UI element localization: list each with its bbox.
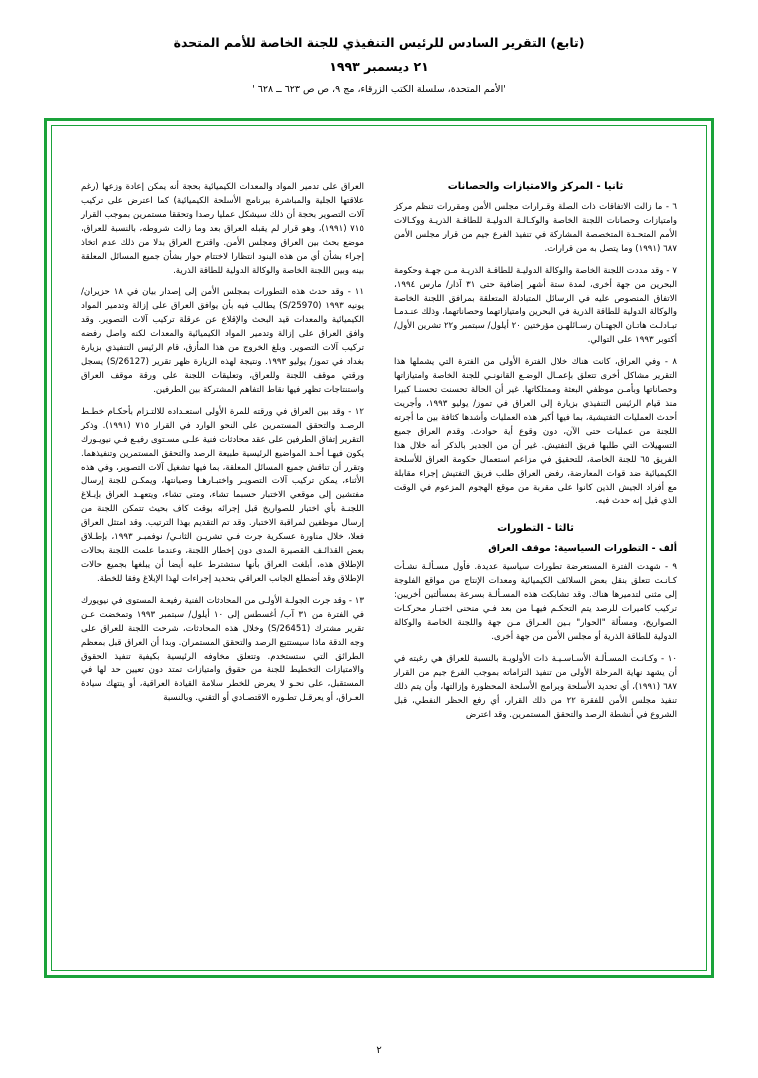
page-header: [0, 0, 758, 95]
section-heading-developments: ثالثا - التطورات: [497, 523, 574, 535]
paragraph: ٧ - وقد مددت اللجنة الخاصة والوكالة الدوليـة للطاقـة الذريـة مـن جهـة وحكومة البحرين من جهة أخرى، لمدة ستة أشهر إضافية حتى ٣١ آذار/ مارس ١٩٩٤، الاتفاق المنصوص عليه في الرسائل المتبادلة المتعلقة بمرافق اللجنة الخاصة والوكالة الدولية للطاقة الذرية في البحرين وامتيازاتهما وحصاناتهما، وذلك عنـدمـا تبـادلـت هاتـان الجهتـان رسـائلهـن مؤرختين ٢٠ أيلول/ سبتمبر و٢٢ تشرين الأول/ أكتوبر ١٩٩٣ على التوالي.: [394, 265, 677, 346]
content-frame: [44, 118, 714, 978]
paragraph: ٨ - وفي العراق، كانت هناك خلال الفترة الأولى من الفترة التي يشملها هذا التقرير مشاكل أخرى تتعلق بإعمـال الوضـع القانونـي للجنة الخاصة وامتيازاتها وحصاناتها وبأمـن موظفي البعثة وممتلكاتها. غير أن الحالة تحسنت تحسنـا كبيرا منذ قيام الرئيس التنفيذي بزيارة إلى العراق في تموز/ يوليو ١٩٩٣، وأجريت أحدث العمليات التفتيشية، بما فيها أكبر هذه العمليات وأشدها كثافة بين ما أجرته اللجنة من عمليات حتى الآن، دون وقوع أية حوادث. وقدم العراق جميع التسهيلات التي طلبها فريق التفتيش. غير أن من الجدير بالذكر أنه خلال هذا الفريق ٦٥ للجنة الخاصة، للتحقيق في مزاعم استعمال حكومة العراق للأسلحة الكيميائية ضد قوات المعارضة، رفض العراق طلب فريق التفتيش إجراء مقابلة مع أفراد الجيش الذين كانوا على مقربة من موقع الهجوم المزعوم في الوقت الذي قيل إنه حدث فيه.: [394, 357, 677, 507]
subsection-heading-political: ألف - التطورات السياسية: موقف العراق: [488, 543, 677, 555]
paragraph: ٩ - شهدت الفترة المستعرضة تطورات سياسية عديدة. فأول مسـألـة نشـأت كـانـت تتعلق بنقل بعض السلائف الكيميائية ومعدات الإنتاج من مواقع الفلوجة إلى مثنى لتدميرها هناك. وقد تشابكت هذه المسـألـة بسرعة بمسألتين أخريين: تركيب كاميرات للرصد يتم التحكـم فيهـا من بعد فـي منحنى اختبـار محركـات الصواريخ، ومسألة "الحوار" بـين العـراق مـن جهة واللجنة الخاصة والوكالة الدولية للطاقة الذرية أو مجلس الأمن من جهة أخرى.: [394, 562, 677, 642]
paragraph: ١٣ - وقد جرت الجولـة الأولـى من المحادثات الفنية رفيعـة المستوى في نيويورك في الفترة من ٣١ آب/ أغسطس إلى ١٠ أيلول/ سبتمبر ١٩٩٣ وتمخضت عـن تقرير مشترك (S/26451) وخلال هذه المحادثات، شرحت اللجنة للعراق على وجه الدقة ماذا سيستتبع الرصد والتحقق المستمران. وبدا أن العراق قبل بمعظم الطرائق التي ستستخدم. وتتعلق مخاوفه الرئيسية بكيفية تنفيذ الحقوق والامتيازات التخطيط للجنة من حقوق وامتيازات تمتد دون تعيين حد لها في المستقبل، على نحـو لا يعرض للخطر سلامة القيادة العراقية، أو ينتهك سيادة العـراق، أو يعرقـل تطـوره الاقتصـادي أو التقني. وبالنسبة: [81, 595, 364, 704]
paragraph: العراق على تدمير المواد والمعدات الكيميائية بحجة أنه يمكن إعادة وزعها (رغم علاقتها الجلية والمباشرة ببرنامج الأسلحة الكيميائية) كما اعترض على تركيب آلات التصوير بحجة أن ذلك سيشكل عمليا رصدا وتحققا مستمرين بموجب القرار ٧١٥ (١٩٩١)، وهو قرار لم يقبله العراق بعد وما زالت شروطه، بالنسبة للعراق، موضع بحث بين العراق ومجلس الأمن. واقترح العراق بدلا من ذلك عدم اتخاذ إجراء بشأن أي من هذه البنود انتظارا لاختتام حوار بشأن جميع المسائل المعلقة بينه وبين اللجنة الخاصة والوكالة الدولية للطاقة الذرية.: [81, 182, 364, 276]
section-heading-status: ثانيا - المركز والامتيازات والحصانات: [447, 181, 624, 192]
left-column: [81, 181, 364, 935]
document-source: 'الأمم المتحدة، سلسلة الكتب الزرقاء، مج ٩، ص ص ٦٢٣ ــ ٦٢٨ ': [252, 83, 506, 95]
paragraph: ١٠ - وكـانـت المسـألـة الأسـاسـيـة ذات الأولويـة بالنسبة للعراق هي رغبته في أن يشهد نهاية المرحلة الأولى من تنفيذ التزاماته بموجب الفرع جيم من القرار ٦٨٧ (١٩٩١)، أي تحديد الأسلحة وبرامج الأسلحة المحظورة وإزالتها، وأن يتم ذلك تنفيذ مجلس الأمن للفقرة ٢٢ من ذلك القرار، أي رفع الحظر النفطي، قبل الشروع في أنشطة الرصد والتحقق المستمرين. وقد اعترض: [394, 653, 677, 720]
document-date: ٢١ ديسمبر ١٩٩٣: [329, 58, 429, 74]
page-number: ٢: [376, 1045, 382, 1056]
paragraph: ١٢ - وقد بين العراق في ورقته للمرة الأولى استعـداده للالتـزام بأحكـام خطـط الرصـد والتحقق المستمرين على النحو الوارد في القرار ٧١٥ (١٩٩١). وذكر التقرير إتفاق الطرفين على عقد محادثات فنية علـى مسـتوى رفيـع فـي نيويـورك يكون فيهـا أحـد المواضيع الرئيسية طبيعة الرصد والتحقق المستمرين وتنفيذهما. وتقرر أن تناقش جميع المسائل المعلقة، بما فيها تشغيل آلات التصوير، وفي هذه الأثناء، يمكن تركيب آلات التصويـر واختبـارهـا وصيانتها، ويمكـن للجنة إرسال مفتشين إلى موقعي الاختبار حسبما تشاء، ومتى تشاء، ويتعهـد العراق بإبـلاغ اللجنـة بأي اختبار للصواريخ قبل إجرائه بوقت كاف بحيث تتمكن اللجنة من إرسال موظفين لمراقبة الاختبار. وقد تم التقديم بهذا الترتيب. وقد امتثل العراق فعلا، خلال مناورة عسكرية جرت فـي تشريـن الثانـي/ نوفمبـر ١٩٩٣، بإطـلاق بعض القذائـف القصيرة المدى دون إخطار اللجنة، وعندما علمت اللجنة بحالات الإطلاق هذه، أبلغت العراق بأنها ستشترط عليه أيضا أن يبلغها بجميع حالات الإطلاق وقد أضطلع الجانب العراقي بتحديد إجراءات لهذا الإبلاغ وفقا للخطة.: [81, 406, 364, 584]
page-title: (تابع) التقرير السادس للرئيس التنفيذي للجنة الخاصة للأمم المتحدة: [173, 35, 585, 50]
text-columns: [81, 181, 677, 935]
paragraph: ٦ - ما زالت الاتفاقات ذات الصلة وقـرارات مجلس الأمن ومقررات تنظم مركز وامتيازات وحصانات اللجنة الخاصة والوكـالـة الدوليـة للطاقـة الذريـة ووكـالات الأمم المتحـدة المتخصصة المشاركة في تنفيذ الفرع جيم من قرار مجلس الأمن ٦٨٧ (١٩٩١) وما يتصل به من قرارات.: [394, 202, 677, 254]
right-column: [394, 181, 677, 935]
paragraph: ١١ - وقد حدث هذه التطورات بمجلس الأمن إلى إصدار بيان في ١٨ حزيران/ يونيه ١٩٩٣ (S/25970) يطالب فيه بأن يوافق العراق على إزالة وتدمير المواد الكيميائية والمعدات قيد البحث والإقلاع عن عرقلة تركيب آلات التصوير. وقد وافق العراق على إزالة وتدمير المواد الكيميائية والمعدات لكنه واصل رفضه تركيب آلات التصوير. وبلغ الخروج من هذا المأزق، قام الرئيس التنفيذي بزيارة بغداد في تموز/ يوليو ١٩٩٣. ونتيجة لهذه الزيارة ظهر تقرير (S/26127) يسجل ورقتي موقف اللجنة وللعراق، وتعليقات اللجنة على ورقة موقف العراق واستنتاجات تظهر فيها نقاط التفاهم المشتركة بين الطرفين.: [81, 287, 364, 395]
